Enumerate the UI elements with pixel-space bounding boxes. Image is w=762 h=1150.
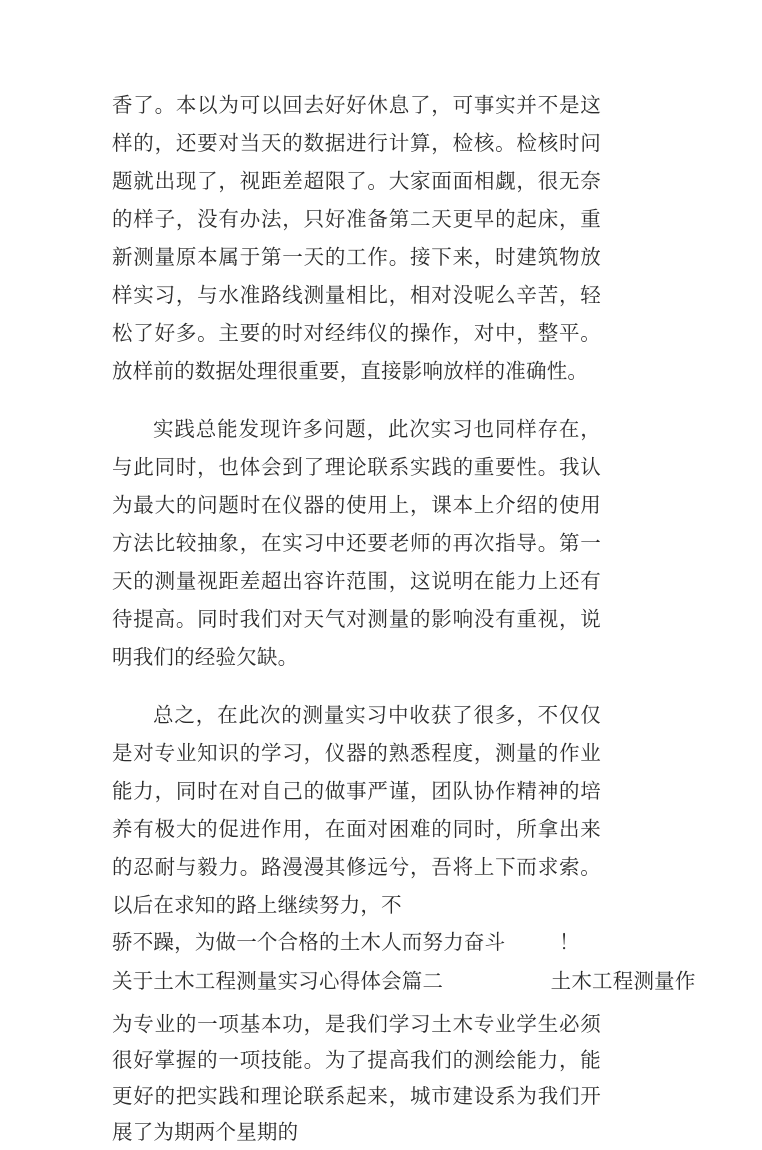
paragraph-conclusion-part-a: 总之，在此次的测量实习中收获了很多，不仅仅是对专业知识的学习，仪器的熟悉程度，测量的作业能力，同时在对自己的做事严谨，团队协作精神的培养有极大的促进作用，在面对困难的同时，所拿出来的忍耐与毅力。路漫漫其修远兮，吾将上下而求索。以后在求知的路上继续努力，不 [112,703,601,917]
paragraph-spacer [112,390,601,410]
heading-body-spacer [112,999,601,1006]
paragraph-continuation-surveying-practice: 香了。本以为可以回去好好休息了，可事实并不是这样的，还要对当天的数据进行计算，检核。检核时问题就出现了，视距差超限了。大家面面相觑，很无奈的样子，没有办法，只好准备第二天更早的起床，重新测量原本属于第一天的工作。接下来，时建筑物放样实习，与水准路线测量相比，相对没呢么辛苦，轻松了好多。主要的时对经纬仪的操作，对中，整平。放样前的数据处理很重要，直接影响放样的准确性。 [112,93,601,383]
section-heading-chapter-two: 关于土木工程测量实习心得体会篇二 土木工程测量作 [112,969,696,993]
paragraph-problems-found: 实践总能发现许多问题，此次实习也同样存在，与此同时，也体会到了理论联系实践的重要性。我认为最大的问题时在仪器的使用上，课本上介绍的使用方法比较抽象，在实习中还要老师的再次指导。第一天的测量视距差超出容许范围，这说明在能力上还有待提高。同时我们对天气对测量的影响没有重视，说明我们的经验欠缺。 [112,417,601,669]
paragraph-chapter-two-opening: 为专业的一项基本功，是我们学习土木专业学生必须很好掌握的一项技能。为了提高我们的测绘能力，能更好的把实践和理论联系起来，城市建设系为我们开展了为期两个星期的 [112,1012,601,1144]
document-text-body [112,86,696,1150]
paragraph-conclusion-part-b: 骄不躁，为做一个合格的土木人而努力奋斗 ！ [112,930,580,954]
paragraph-spacer [112,676,601,696]
